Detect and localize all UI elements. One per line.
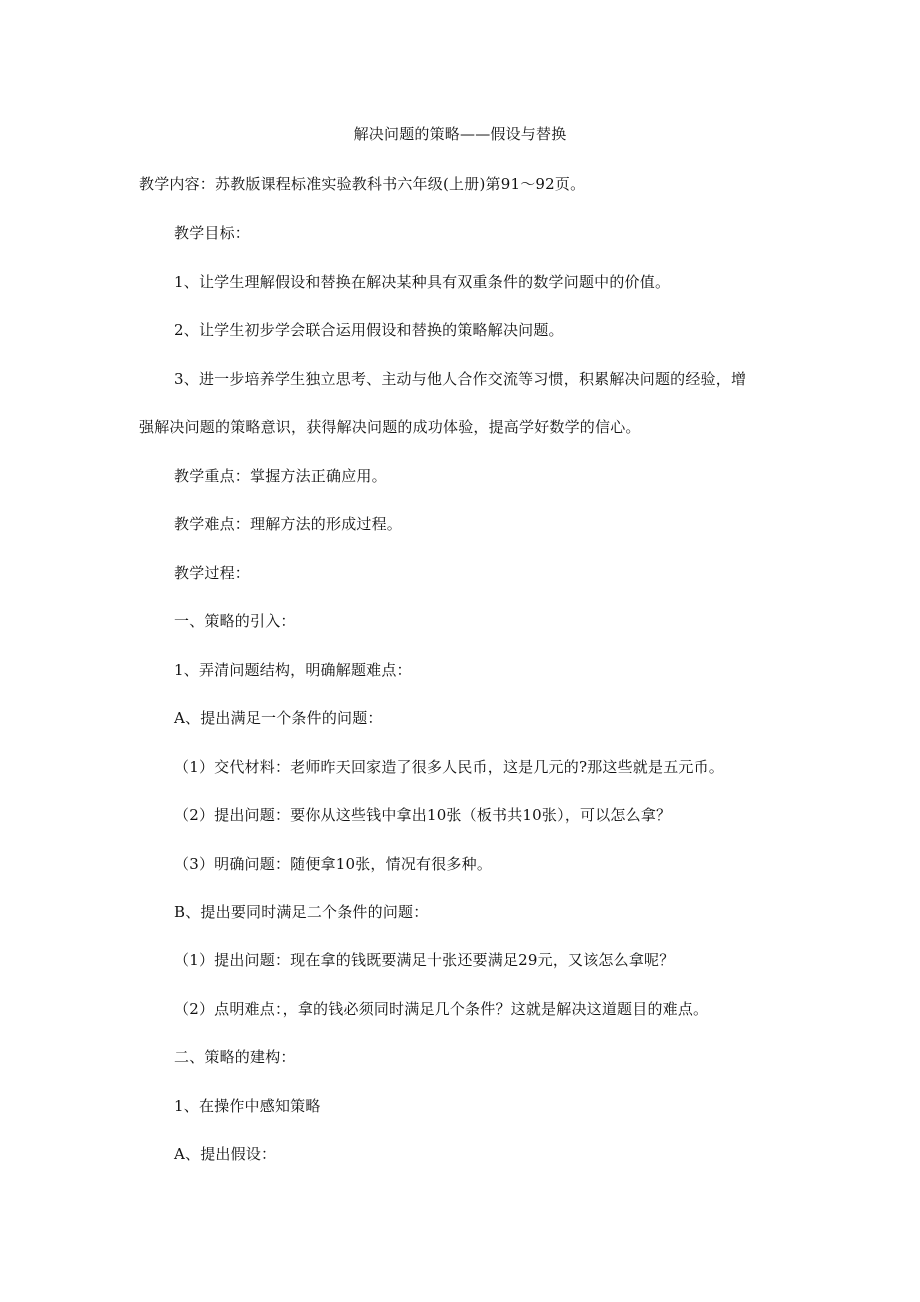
- paragraph-part-a: A、提出满足一个条件的问题：: [174, 709, 383, 727]
- paragraph-part-a-assumption: A、提出假设：: [174, 1145, 277, 1163]
- paragraph-section-2-heading: 二、策略的建构：: [174, 1048, 296, 1066]
- paragraph-a-item-3: （3）明确问题：随便拿10张，情况有很多种。: [174, 855, 493, 873]
- paragraph-a-item-1: （1）交代材料：老师昨天回家造了很多人民币，这是几元的?那这些就是五元币。: [174, 758, 724, 776]
- paragraph-section-1-heading: 一、策略的引入：: [174, 612, 296, 630]
- paragraph-goal-2: 2、让学生初步学会联合运用假设和替换的策略解决问题。: [174, 321, 564, 339]
- document-title: 解决问题的策略——假设与替换: [353, 125, 567, 143]
- paragraph-goal-3-line-2: 强解决问题的策略意识，获得解决问题的成功体验，提高学好数学的信心。: [139, 418, 641, 436]
- paragraph-goal-3-line-1: 3、进一步培养学生独立思考、主动与他人合作交流等习惯，积累解决问题的经验，增: [174, 370, 747, 388]
- paragraph-goal-1: 1、让学生理解假设和替换在解决某种具有双重条件的数学问题中的价值。: [174, 273, 671, 291]
- paragraph-teaching-content: 教学内容：苏教版课程标准实验教科书六年级(上册)第91～92页。: [139, 175, 586, 193]
- paragraph-b-item-2: （2）点明难点：，拿的钱必须同时满足几个条件？这就是解决这道题目的难点。: [174, 1000, 709, 1018]
- paragraph-a-item-2: （2）提出问题：要你从这些钱中拿出10张（板书共10张），可以怎么拿？: [174, 806, 672, 824]
- paragraph-key-point: 教学重点：掌握方法正确应用。: [174, 467, 387, 485]
- paragraph-step-1-perceive: 1、在操作中感知策略: [174, 1097, 321, 1115]
- paragraph-difficult-point: 教学难点：理解方法的形成过程。: [174, 515, 403, 533]
- paragraph-teaching-goals-heading: 教学目标：: [174, 224, 251, 242]
- paragraph-b-item-1: （1）提出问题：现在拿的钱既要满足十张还要满足29元，又该怎么拿呢？: [174, 951, 675, 969]
- paragraph-teaching-process-heading: 教学过程：: [174, 564, 251, 582]
- paragraph-step-1: 1、弄清问题结构，明确解题难点：: [174, 661, 412, 679]
- paragraph-part-b: B、提出要同时满足二个条件的问题：: [174, 903, 429, 921]
